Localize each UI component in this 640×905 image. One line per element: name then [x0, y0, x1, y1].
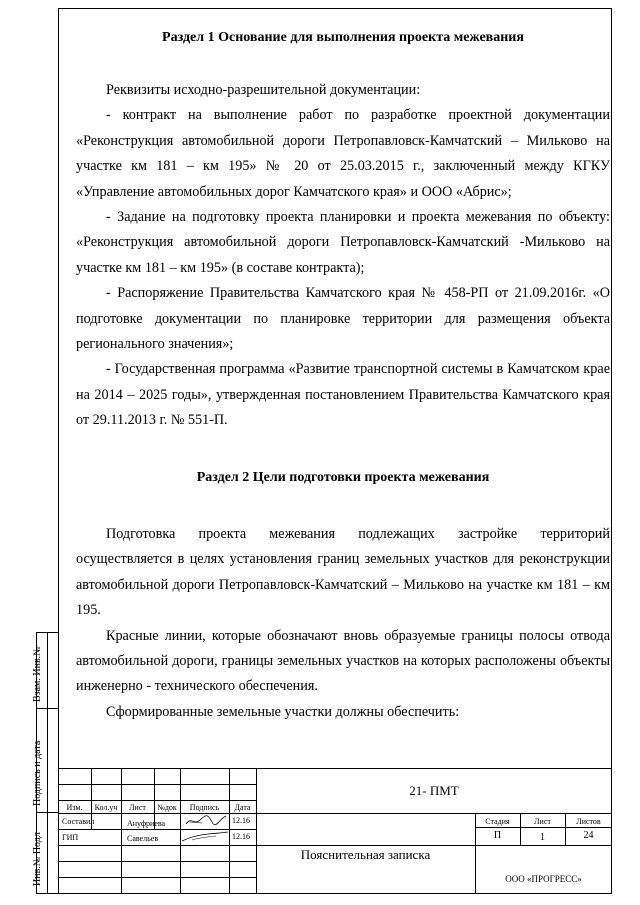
tb-top-line	[58, 768, 612, 769]
tb-row-line	[58, 861, 256, 862]
tb-col-line	[121, 768, 122, 829]
tb-listov-value: 24	[583, 830, 594, 841]
section1-paragraph: - контракт на выполнение работ по разработке проектной документации «Реконструкция автомобильной дороги Петропавловск-Камчатский – Мильково на участке км 181 – км 195» № 20 от 25.03.2015 г., заключенный между КГКУ «Управление автомобильных дорог Камчатского края» и ООО «Абрис»;	[76, 107, 610, 200]
section2-body	[76, 522, 610, 725]
tb-row-line	[58, 877, 256, 878]
tb-list-label: Лист	[534, 817, 551, 826]
tb-row-line	[58, 800, 256, 801]
tb-organization: ООО «ПРОГРЕСС»	[505, 874, 582, 884]
side-stamp-line-2	[36, 812, 59, 813]
side-stamp-top-line	[36, 632, 59, 633]
tb-doc-code: 21- ПМТ	[409, 783, 459, 798]
tb-stadia-label: Стадия	[485, 817, 510, 826]
signature-2	[180, 829, 230, 845]
tb-col-ndok: №док	[157, 803, 177, 812]
frame-right-border	[611, 8, 612, 894]
section2-paragraph: Сформированные земельные участки должны обеспечить:	[106, 703, 460, 720]
tb-col-data: Дата	[234, 803, 251, 812]
section2-paragraph: Подготовка проекта межевания подлежащих застройке территорий осуществляется в целях установления границ земельных участков для реконструкции автомобильной дороги Петропавловск-Камчатский – Мильково на участке км 181 – км 195.	[76, 526, 610, 619]
tb-col-list: Лист	[129, 803, 146, 812]
tb-role-gip: ГИП	[62, 833, 79, 842]
tb-header-line	[58, 813, 612, 814]
side-stamp-line-1	[36, 708, 59, 709]
tb-col-izm: Изм.	[66, 803, 83, 812]
tb-list-value: 1	[540, 832, 545, 843]
tb-role-sostavil: Составил	[62, 817, 95, 826]
side-label-inv-podl: Инв.№ Подл	[32, 832, 43, 886]
tb-row-line	[58, 784, 256, 785]
tb-row-line	[58, 845, 612, 846]
tb-col-podpis: Подпись	[189, 803, 220, 812]
tb-col-kol: Кол.уч	[94, 803, 118, 812]
section1-paragraph: - Государственная программа «Развитие транспортной системы в Камчатском крае на 2014 – 2025 годы», утвержденная постановлением Правительства Камчатского края от 29.11.2013 г. № 551-П.	[76, 361, 610, 429]
tb-name-anufrieva: Ануфриева	[127, 819, 166, 828]
tb-col-line	[121, 829, 122, 894]
section2-paragraph: Красные линии, которые обозначают вновь образуемые границы полосы отвода автомобильной дороги, границы земельных участков на которых расположены объекты инженерно - технического обеспечения.	[76, 627, 610, 695]
section1-paragraph: - Распоряжение Правительства Камчатского края № 458-РП от 21.09.2016г. «О подготовке документации по планировке территории для размещения объекта регионального значения»;	[76, 285, 610, 353]
frame-top-border	[58, 8, 612, 9]
side-stamp-divider	[47, 632, 48, 894]
side-label-podpis-data: Подпись и дата	[32, 740, 43, 806]
tb-doc-name: Пояснительная записка	[300, 847, 431, 862]
signature-1	[184, 812, 228, 828]
tb-listov-label: Листов	[576, 817, 601, 826]
tb-date-2: 12.16	[232, 832, 250, 841]
tb-stage-header-line	[475, 827, 612, 828]
side-label-vzam-inv: Взам. Инв.№	[32, 646, 43, 702]
section1-title: Раздел 1 Основание для выполнения проекта межевания	[162, 30, 524, 45]
section2-title: Раздел 2 Цели подготовки проекта межевания	[196, 470, 490, 485]
section1-paragraph: - Задание на подготовку проекта планировки и проекта межевания по объекту: «Реконструкция автомобильной дороги Петропавловск-Камчатский -Мильково на участке км 181 – км 195» (в составе контракта);	[76, 209, 610, 276]
frame-bottom-border	[36, 893, 612, 894]
section1-body	[76, 78, 610, 434]
tb-name-saveliev: Савельев	[127, 834, 159, 843]
tb-stadia-value: П	[493, 830, 502, 841]
tb-date-1: 12.16	[232, 816, 250, 825]
section1-paragraph: Реквизиты исходно-разрешительной документации:	[106, 82, 421, 98]
frame-left-border	[58, 8, 59, 894]
